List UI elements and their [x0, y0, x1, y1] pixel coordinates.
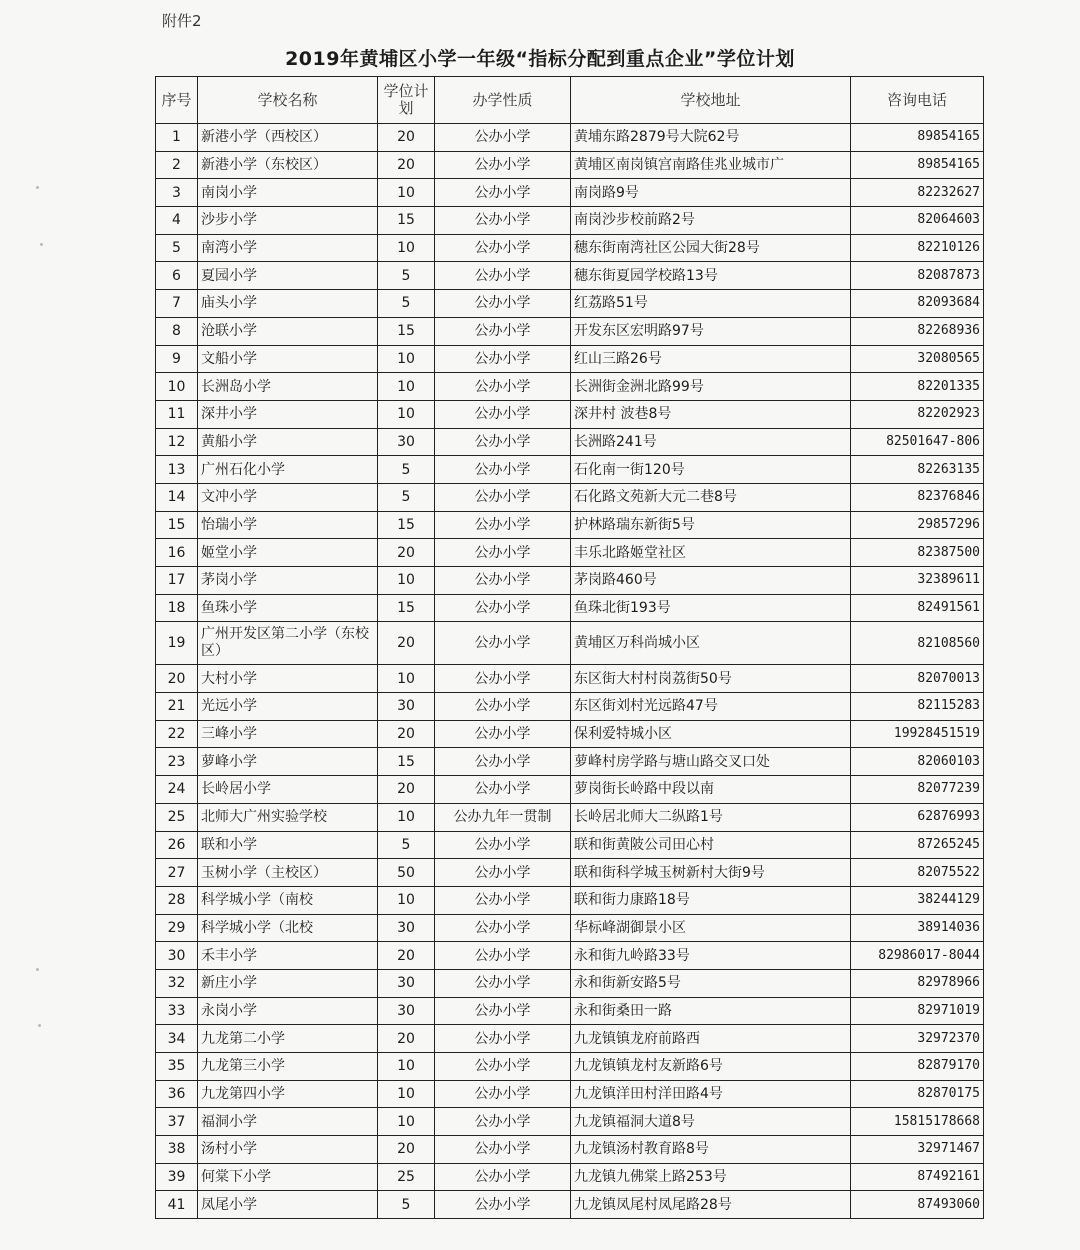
cell-no: 34 [156, 1025, 198, 1053]
cell-phone: 82108560 [851, 622, 984, 665]
table-row [156, 262, 984, 290]
header-plan: 学位计划 [378, 77, 435, 124]
cell-plan: 30 [378, 969, 435, 997]
cell-address: 永和街桑田一路 [571, 997, 851, 1025]
cell-address: 萝峰村房学路与塘山路交叉口处 [571, 748, 851, 776]
cell-plan: 30 [378, 693, 435, 721]
cell-no: 13 [156, 456, 198, 484]
cell-type: 公办小学 [435, 483, 571, 511]
cell-address: 红荔路51号 [571, 290, 851, 318]
table-header-row [156, 77, 984, 124]
cell-no: 26 [156, 831, 198, 859]
cell-no: 35 [156, 1053, 198, 1081]
cell-type: 公办小学 [435, 317, 571, 345]
table-row [156, 594, 984, 622]
cell-no: 22 [156, 720, 198, 748]
table-row [156, 720, 984, 748]
cell-phone: 82501647-806 [851, 428, 984, 456]
header-phone: 咨询电话 [851, 77, 984, 124]
cell-phone: 32389611 [851, 567, 984, 595]
cell-phone: 82978966 [851, 969, 984, 997]
cell-phone: 82971019 [851, 997, 984, 1025]
cell-type: 公办小学 [435, 776, 571, 804]
table-row [156, 290, 984, 318]
cell-phone: 29857296 [851, 511, 984, 539]
cell-school-name: 大村小学 [198, 665, 378, 693]
cell-phone: 82115283 [851, 693, 984, 721]
cell-phone: 82093684 [851, 290, 984, 318]
cell-phone: 82986017-8044 [851, 942, 984, 970]
cell-school-name: 九龙第二小学 [198, 1025, 378, 1053]
cell-school-name: 深井小学 [198, 400, 378, 428]
cell-no: 33 [156, 997, 198, 1025]
cell-school-name: 汤村小学 [198, 1136, 378, 1164]
cell-school-name: 光远小学 [198, 693, 378, 721]
cell-school-name: 新港小学（西校区） [198, 124, 378, 152]
cell-type: 公办小学 [435, 400, 571, 428]
cell-type: 公办小学 [435, 942, 571, 970]
cell-phone: 38244129 [851, 886, 984, 914]
table-row [156, 124, 984, 152]
cell-type: 公办小学 [435, 594, 571, 622]
cell-school-name: 广州开发区第二小学（东校区） [198, 622, 378, 665]
cell-plan: 30 [378, 997, 435, 1025]
cell-address: 黄埔区万科尚城小区 [571, 622, 851, 665]
cell-school-name: 长岭居小学 [198, 776, 378, 804]
table-row [156, 483, 984, 511]
cell-plan: 15 [378, 594, 435, 622]
cell-address: 萝岗街长岭路中段以南 [571, 776, 851, 804]
cell-address: 九龙镇洋田村洋田路4号 [571, 1080, 851, 1108]
cell-address: 穗东街南湾社区公园大街28号 [571, 234, 851, 262]
cell-school-name: 姬堂小学 [198, 539, 378, 567]
cell-no: 32 [156, 969, 198, 997]
cell-no: 27 [156, 859, 198, 887]
table-row [156, 1053, 984, 1081]
cell-phone: 82268936 [851, 317, 984, 345]
cell-plan: 10 [378, 1080, 435, 1108]
document-title: 2019年黄埔区小学一年级“指标分配到重点企业”学位计划 [285, 48, 795, 70]
cell-no: 19 [156, 622, 198, 665]
cell-no: 16 [156, 539, 198, 567]
table-row [156, 748, 984, 776]
cell-no: 6 [156, 262, 198, 290]
cell-phone: 82879170 [851, 1053, 984, 1081]
cell-phone: 82210126 [851, 234, 984, 262]
cell-phone: 82376846 [851, 483, 984, 511]
cell-type: 公办小学 [435, 290, 571, 318]
cell-school-name: 庙头小学 [198, 290, 378, 318]
cell-no: 36 [156, 1080, 198, 1108]
header-address: 学校地址 [571, 77, 851, 124]
cell-phone: 82077239 [851, 776, 984, 804]
cell-plan: 5 [378, 262, 435, 290]
cell-phone: 82070013 [851, 665, 984, 693]
cell-plan: 5 [378, 456, 435, 484]
cell-plan: 10 [378, 1053, 435, 1081]
cell-school-name: 三峰小学 [198, 720, 378, 748]
table-row [156, 539, 984, 567]
cell-school-name: 文船小学 [198, 345, 378, 373]
cell-address: 长岭居北师大二纵路1号 [571, 803, 851, 831]
cell-phone: 19928451519 [851, 720, 984, 748]
cell-address: 南岗沙步校前路2号 [571, 207, 851, 235]
table-row [156, 942, 984, 970]
cell-no: 21 [156, 693, 198, 721]
cell-no: 20 [156, 665, 198, 693]
cell-address: 永和街新安路5号 [571, 969, 851, 997]
cell-phone: 15815178668 [851, 1108, 984, 1136]
table-row [156, 1191, 984, 1219]
cell-type: 公办小学 [435, 345, 571, 373]
cell-no: 1 [156, 124, 198, 152]
cell-no: 10 [156, 373, 198, 401]
cell-phone: 32971467 [851, 1136, 984, 1164]
cell-school-name: 广州石化小学 [198, 456, 378, 484]
cell-phone: 38914036 [851, 914, 984, 942]
cell-plan: 10 [378, 234, 435, 262]
table-row [156, 400, 984, 428]
table-row [156, 511, 984, 539]
cell-plan: 30 [378, 428, 435, 456]
table-row [156, 969, 984, 997]
cell-plan: 15 [378, 748, 435, 776]
cell-school-name: 玉树小学（主校区） [198, 859, 378, 887]
cell-school-name: 茅岗小学 [198, 567, 378, 595]
cell-no: 23 [156, 748, 198, 776]
school-plan-table [155, 76, 984, 1219]
table-row [156, 886, 984, 914]
cell-phone: 62876993 [851, 803, 984, 831]
cell-school-name: 萝峰小学 [198, 748, 378, 776]
cell-no: 30 [156, 942, 198, 970]
cell-address: 九龙镇九佛棠上路253号 [571, 1163, 851, 1191]
cell-address: 东区街大村村岗荔街50号 [571, 665, 851, 693]
cell-address: 保利爱特城小区 [571, 720, 851, 748]
table-row [156, 345, 984, 373]
cell-plan: 20 [378, 622, 435, 665]
scan-speck [36, 968, 39, 971]
cell-no: 41 [156, 1191, 198, 1219]
cell-school-name: 禾丰小学 [198, 942, 378, 970]
cell-plan: 10 [378, 665, 435, 693]
cell-no: 28 [156, 886, 198, 914]
cell-no: 15 [156, 511, 198, 539]
table-row [156, 693, 984, 721]
cell-no: 37 [156, 1108, 198, 1136]
cell-plan: 50 [378, 859, 435, 887]
cell-address: 联和街黄陂公司田心村 [571, 831, 851, 859]
cell-plan: 10 [378, 803, 435, 831]
cell-address: 东区街刘村光远路47号 [571, 693, 851, 721]
cell-type: 公办小学 [435, 969, 571, 997]
cell-no: 7 [156, 290, 198, 318]
cell-type: 公办小学 [435, 1191, 571, 1219]
cell-type: 公办小学 [435, 886, 571, 914]
cell-plan: 5 [378, 290, 435, 318]
header-school-name: 学校名称 [198, 77, 378, 124]
cell-school-name: 鱼珠小学 [198, 594, 378, 622]
cell-no: 25 [156, 803, 198, 831]
table-row [156, 622, 984, 665]
cell-plan: 20 [378, 942, 435, 970]
table-row [156, 665, 984, 693]
table-row [156, 1108, 984, 1136]
cell-plan: 5 [378, 483, 435, 511]
cell-address: 九龙镇镇龙村友新路6号 [571, 1053, 851, 1081]
table-row [156, 859, 984, 887]
cell-no: 38 [156, 1136, 198, 1164]
cell-plan: 10 [378, 345, 435, 373]
cell-school-name: 沧联小学 [198, 317, 378, 345]
cell-type: 公办小学 [435, 748, 571, 776]
cell-phone: 87265245 [851, 831, 984, 859]
table-row [156, 317, 984, 345]
scan-speck [40, 243, 43, 246]
table-row [156, 776, 984, 804]
cell-address: 联和街科学城玉树新村大街9号 [571, 859, 851, 887]
cell-plan: 5 [378, 1191, 435, 1219]
cell-school-name: 凤尾小学 [198, 1191, 378, 1219]
cell-school-name: 九龙第四小学 [198, 1080, 378, 1108]
table-row [156, 1136, 984, 1164]
cell-phone: 87492161 [851, 1163, 984, 1191]
cell-type: 公办小学 [435, 693, 571, 721]
cell-address: 华标峰湖御景小区 [571, 914, 851, 942]
cell-school-name: 长洲岛小学 [198, 373, 378, 401]
cell-address: 穗东街夏园学校路13号 [571, 262, 851, 290]
cell-school-name: 新庄小学 [198, 969, 378, 997]
scan-speck [36, 186, 39, 189]
table-row [156, 997, 984, 1025]
cell-plan: 15 [378, 511, 435, 539]
cell-type: 公办小学 [435, 720, 571, 748]
cell-type: 公办小学 [435, 914, 571, 942]
cell-no: 2 [156, 151, 198, 179]
cell-plan: 30 [378, 914, 435, 942]
cell-phone: 32080565 [851, 345, 984, 373]
header-type: 办学性质 [435, 77, 571, 124]
cell-no: 5 [156, 234, 198, 262]
cell-type: 公办小学 [435, 1108, 571, 1136]
cell-school-name: 文冲小学 [198, 483, 378, 511]
cell-address: 九龙镇福洞大道8号 [571, 1108, 851, 1136]
cell-no: 39 [156, 1163, 198, 1191]
cell-type: 公办小学 [435, 997, 571, 1025]
cell-address: 长洲街金洲北路99号 [571, 373, 851, 401]
cell-address: 黄埔区南岗镇宫南路佳兆业城市广 [571, 151, 851, 179]
cell-plan: 15 [378, 207, 435, 235]
cell-school-name: 怡瑞小学 [198, 511, 378, 539]
cell-type: 公办小学 [435, 511, 571, 539]
cell-type: 公办小学 [435, 1163, 571, 1191]
cell-address: 九龙镇镇龙府前路西 [571, 1025, 851, 1053]
cell-type: 公办小学 [435, 665, 571, 693]
cell-type: 公办小学 [435, 456, 571, 484]
cell-type: 公办小学 [435, 1053, 571, 1081]
cell-address: 长洲路241号 [571, 428, 851, 456]
cell-phone: 82060103 [851, 748, 984, 776]
cell-type: 公办小学 [435, 179, 571, 207]
cell-phone: 82064603 [851, 207, 984, 235]
cell-school-name: 黄船小学 [198, 428, 378, 456]
cell-phone: 82232627 [851, 179, 984, 207]
cell-phone: 89854165 [851, 124, 984, 152]
cell-address: 丰乐北路姬堂社区 [571, 539, 851, 567]
cell-type: 公办九年一贯制 [435, 803, 571, 831]
cell-plan: 10 [378, 179, 435, 207]
cell-address: 茅岗路460号 [571, 567, 851, 595]
cell-phone: 82075522 [851, 859, 984, 887]
cell-no: 9 [156, 345, 198, 373]
cell-plan: 20 [378, 1025, 435, 1053]
cell-plan: 15 [378, 317, 435, 345]
table-row [156, 373, 984, 401]
table-row [156, 1163, 984, 1191]
cell-type: 公办小学 [435, 1136, 571, 1164]
cell-school-name: 何棠下小学 [198, 1163, 378, 1191]
cell-type: 公办小学 [435, 539, 571, 567]
cell-address: 九龙镇凤尾村凤尾路28号 [571, 1191, 851, 1219]
header-no: 序号 [156, 77, 198, 124]
cell-plan: 20 [378, 124, 435, 152]
table-row [156, 1025, 984, 1053]
cell-school-name: 九龙第三小学 [198, 1053, 378, 1081]
cell-school-name: 夏园小学 [198, 262, 378, 290]
cell-phone: 89854165 [851, 151, 984, 179]
table-row [156, 831, 984, 859]
cell-address: 九龙镇汤村教育路8号 [571, 1136, 851, 1164]
cell-phone: 32972370 [851, 1025, 984, 1053]
cell-school-name: 科学城小学（北校 [198, 914, 378, 942]
cell-address: 护林路瑞东新街5号 [571, 511, 851, 539]
cell-type: 公办小学 [435, 622, 571, 665]
cell-plan: 20 [378, 720, 435, 748]
cell-type: 公办小学 [435, 428, 571, 456]
cell-phone: 87493060 [851, 1191, 984, 1219]
table-row [156, 1080, 984, 1108]
cell-type: 公办小学 [435, 1025, 571, 1053]
cell-no: 12 [156, 428, 198, 456]
cell-plan: 10 [378, 400, 435, 428]
cell-no: 3 [156, 179, 198, 207]
cell-address: 鱼珠北街193号 [571, 594, 851, 622]
cell-school-name: 联和小学 [198, 831, 378, 859]
cell-type: 公办小学 [435, 151, 571, 179]
table-row [156, 803, 984, 831]
table-row [156, 207, 984, 235]
cell-phone: 82087873 [851, 262, 984, 290]
cell-plan: 5 [378, 831, 435, 859]
cell-school-name: 北师大广州实验学校 [198, 803, 378, 831]
cell-no: 24 [156, 776, 198, 804]
cell-plan: 10 [378, 567, 435, 595]
cell-plan: 10 [378, 373, 435, 401]
table-row [156, 914, 984, 942]
cell-no: 14 [156, 483, 198, 511]
cell-address: 红山三路26号 [571, 345, 851, 373]
cell-phone: 82201335 [851, 373, 984, 401]
cell-address: 深井村 波巷8号 [571, 400, 851, 428]
cell-type: 公办小学 [435, 207, 571, 235]
cell-school-name: 福洞小学 [198, 1108, 378, 1136]
cell-plan: 20 [378, 151, 435, 179]
cell-plan: 20 [378, 539, 435, 567]
table-row [156, 567, 984, 595]
cell-address: 永和街九岭路33号 [571, 942, 851, 970]
cell-no: 17 [156, 567, 198, 595]
attachment-label: 附件2 [162, 12, 202, 30]
cell-school-name: 永岗小学 [198, 997, 378, 1025]
cell-address: 石化南一街120号 [571, 456, 851, 484]
cell-type: 公办小学 [435, 124, 571, 152]
cell-phone: 82202923 [851, 400, 984, 428]
table-row [156, 234, 984, 262]
cell-type: 公办小学 [435, 1080, 571, 1108]
cell-type: 公办小学 [435, 262, 571, 290]
cell-address: 南岗路9号 [571, 179, 851, 207]
table-row [156, 456, 984, 484]
cell-type: 公办小学 [435, 859, 571, 887]
cell-no: 4 [156, 207, 198, 235]
table-row [156, 179, 984, 207]
cell-plan: 25 [378, 1163, 435, 1191]
cell-school-name: 新港小学（东校区） [198, 151, 378, 179]
cell-no: 29 [156, 914, 198, 942]
cell-phone: 82263135 [851, 456, 984, 484]
cell-no: 8 [156, 317, 198, 345]
cell-no: 18 [156, 594, 198, 622]
cell-type: 公办小学 [435, 567, 571, 595]
cell-type: 公办小学 [435, 373, 571, 401]
cell-school-name: 沙步小学 [198, 207, 378, 235]
cell-plan: 20 [378, 776, 435, 804]
cell-plan: 10 [378, 886, 435, 914]
cell-school-name: 科学城小学（南校 [198, 886, 378, 914]
scan-speck [38, 1024, 41, 1027]
cell-address: 石化路文苑新大元二巷8号 [571, 483, 851, 511]
cell-phone: 82870175 [851, 1080, 984, 1108]
cell-address: 开发东区宏明路97号 [571, 317, 851, 345]
cell-school-name: 南岗小学 [198, 179, 378, 207]
cell-type: 公办小学 [435, 234, 571, 262]
cell-type: 公办小学 [435, 831, 571, 859]
cell-phone: 82491561 [851, 594, 984, 622]
cell-address: 联和街力康路18号 [571, 886, 851, 914]
cell-no: 11 [156, 400, 198, 428]
table-body [156, 124, 984, 1219]
cell-address: 黄埔东路2879号大院62号 [571, 124, 851, 152]
table-row [156, 428, 984, 456]
cell-plan: 10 [378, 1108, 435, 1136]
cell-plan: 20 [378, 1136, 435, 1164]
table-row [156, 151, 984, 179]
cell-school-name: 南湾小学 [198, 234, 378, 262]
cell-phone: 82387500 [851, 539, 984, 567]
